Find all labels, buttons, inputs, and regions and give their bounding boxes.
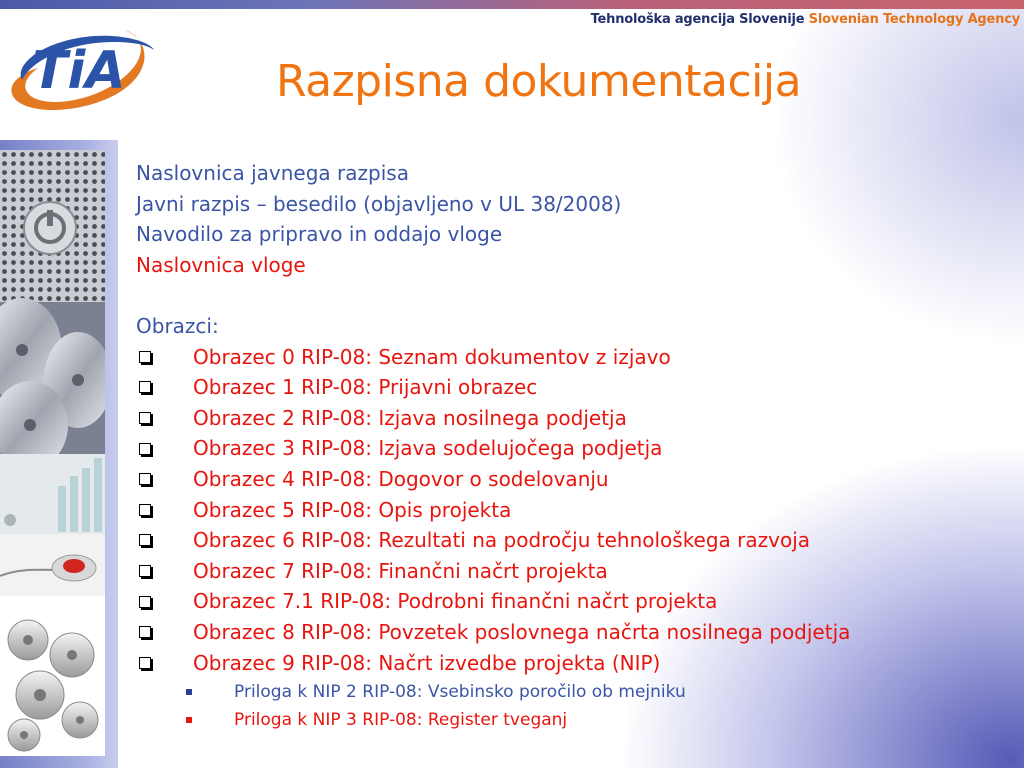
checkbox-bullet-icon [139,473,151,485]
doc-link-javni-razpis[interactable]: Javni razpis – besedilo (objavljeno v UL 38/2008) [136,191,622,216]
form-item[interactable] [136,495,1016,526]
doc-link-naslovnica-vloge[interactable]: Naslovnica vloge [136,252,306,277]
doc-link-naslovnica-razpisa[interactable]: Naslovnica javnega razpisa [136,161,409,185]
square-bullet-icon [186,689,192,695]
form-link[interactable]: Obrazec 5 RIP-08: Opis projekta [193,497,512,522]
form-link[interactable]: Obrazec 0 RIP-08: Seznam dokumentov z izjavo [193,344,671,369]
forms-heading: Obrazci: [136,313,219,338]
square-bullet-icon [186,717,192,723]
checkbox-bullet-icon [139,443,151,455]
content-list [136,158,1016,734]
form-item[interactable] [136,403,1016,434]
logo-text: TiA [32,41,126,101]
attachment-item[interactable] [136,678,1016,706]
form-item[interactable] [136,556,1016,587]
attachment-link[interactable]: Priloga k NIP 2 RIP-08: Vsebinsko poročilo ob mejniku [234,682,686,703]
checkbox-bullet-icon [139,657,151,669]
spacer [136,280,1016,311]
checkbox-bullet-icon [139,412,151,424]
agency-name [591,12,1020,27]
form-link[interactable]: Obrazec 6 RIP-08: Rezultati na področju tehnološkega razvoja [193,528,811,553]
checkbox-bullet-icon [139,626,151,638]
form-link[interactable]: Obrazec 4 RIP-08: Dogovor o sodelovanju [193,466,609,491]
tia-logo [4,20,160,120]
form-link[interactable]: Obrazec 1 RIP-08: Prijavni obrazec [193,375,538,400]
form-link[interactable]: Obrazec 3 RIP-08: Izjava sodelujočega podjetja [193,436,663,461]
agency-name-si: Tehnološka agencija Slovenije [590,12,805,27]
checkbox-bullet-icon [139,534,151,546]
left-photo-strip [0,150,105,756]
form-item[interactable] [136,372,1016,403]
attachment-item[interactable] [136,706,1016,734]
agency-name-en: Slovenian Technology Agency [808,12,1020,27]
top-stripe [0,0,1024,9]
checkbox-bullet-icon [139,596,151,608]
form-item[interactable] [136,342,1016,373]
checkbox-bullet-icon [139,565,151,577]
form-item[interactable] [136,525,1016,556]
attachment-link[interactable]: Priloga k NIP 3 RIP-08: Register tveganj [234,710,568,731]
form-item[interactable] [136,648,1016,679]
form-link[interactable]: Obrazec 7.1 RIP-08: Podrobni finančni načrt projekta [193,589,718,614]
checkbox-bullet-icon [139,504,151,516]
form-item[interactable] [136,617,1016,648]
checkbox-bullet-icon [139,351,151,363]
form-item[interactable] [136,586,1016,617]
form-item[interactable] [136,433,1016,464]
doc-link-navodilo[interactable]: Navodilo za pripravo in oddajo vloge [136,222,503,247]
form-item[interactable] [136,464,1016,495]
checkbox-bullet-icon [139,381,151,393]
page-title: Razpisna dokumentacija [276,56,802,107]
form-link[interactable]: Obrazec 8 RIP-08: Povzetek poslovnega načrta nosilnega podjetja [193,619,851,644]
form-link[interactable]: Obrazec 7 RIP-08: Finančni načrt projekta [193,558,608,583]
form-link[interactable]: Obrazec 9 RIP-08: Načrt izvedbe projekta (NIP) [193,650,661,675]
form-link[interactable]: Obrazec 2 RIP-08: Izjava nosilnega podjetja [193,405,627,430]
